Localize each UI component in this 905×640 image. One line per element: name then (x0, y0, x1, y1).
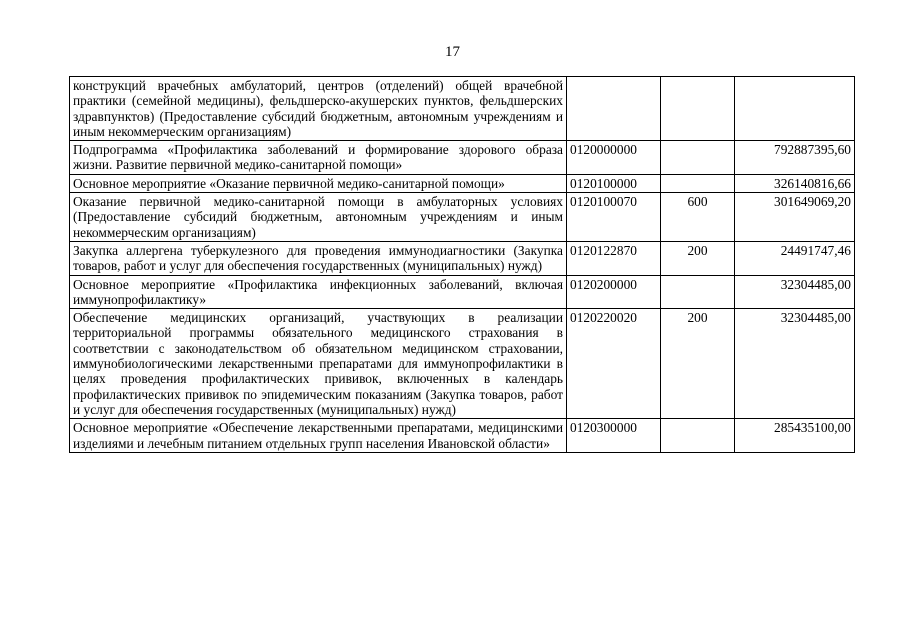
row-name: Оказание первичной медико-санитарной помощи в амбулаторных условиях (Предоставление субсидий бюджетным, автономным учреждениям и иным некоммерческим организациям) (70, 193, 567, 242)
row-amount: 285435100,00 (735, 419, 855, 453)
row-amount (735, 77, 855, 141)
row-name: Закупка аллергена туберкулезного для проведения иммунодиагностики (Закупка товаров, работ и услуг для обеспечения государственных (муниципальных) нужд) (70, 241, 567, 275)
row-name: Основное мероприятие «Оказание первичной медико-санитарной помощи» (70, 174, 567, 192)
row-amount: 32304485,00 (735, 275, 855, 309)
row-expense-type (661, 141, 735, 175)
row-name: Основное мероприятие «Профилактика инфекционных заболеваний, включая иммунопрофилактику» (70, 275, 567, 309)
table-row (70, 419, 855, 453)
row-amount: 301649069,20 (735, 193, 855, 242)
row-amount: 792887395,60 (735, 141, 855, 175)
row-code: 0120000000 (567, 141, 661, 175)
budget-table (69, 76, 855, 453)
page-number: 17 (445, 44, 460, 60)
row-amount: 24491747,46 (735, 241, 855, 275)
row-expense-type (661, 419, 735, 453)
row-name: конструкций врачебных амбулаторий, центров (отделений) общей врачебной практики (семейной медицины), фельдшерско-акушерских пунктов, фельдшерских здравпунктов) (Предоставление субсидий бюджетным, автономным учреждениям и иным некоммерческим организациям) (70, 77, 567, 141)
row-code: 0120300000 (567, 419, 661, 453)
table-row (70, 275, 855, 309)
row-name: Обеспечение медицинских организаций, участвующих в реализации территориальной программы обязательного медицинского страхования в соответствии с законодательством об обязательном медицинском страховании, иммунобиологическими лекарственными препаратами для иммунопрофилактики в целях проведения профилактических прививок, включенных в календарь профилактических прививок по эпидемическим показаниям (Закупка товаров, работ и услуг для обеспечения государственных (муниципальных) нужд) (70, 309, 567, 419)
table-row (70, 309, 855, 419)
row-code: 0120100070 (567, 193, 661, 242)
row-code: 0120200000 (567, 275, 661, 309)
table-row (70, 77, 855, 141)
row-code: 0120220020 (567, 309, 661, 419)
row-code (567, 77, 661, 141)
row-amount: 32304485,00 (735, 309, 855, 419)
table-row (70, 193, 855, 242)
row-code: 0120100000 (567, 174, 661, 192)
row-expense-type (661, 275, 735, 309)
table-row (70, 241, 855, 275)
row-name: Подпрограмма «Профилактика заболеваний и формирование здорового образа жизни. Развитие первичной медико-санитарной помощи» (70, 141, 567, 175)
row-amount: 326140816,66 (735, 174, 855, 192)
row-expense-type: 200 (661, 241, 735, 275)
table-row (70, 141, 855, 175)
row-name: Основное мероприятие «Обеспечение лекарственными препаратами, медицинскими изделиями и лечебным питанием отдельных групп населения Ивановской области» (70, 419, 567, 453)
table-row (70, 174, 855, 192)
row-expense-type (661, 77, 735, 141)
row-expense-type (661, 174, 735, 192)
row-expense-type: 200 (661, 309, 735, 419)
row-code: 0120122870 (567, 241, 661, 275)
row-expense-type: 600 (661, 193, 735, 242)
